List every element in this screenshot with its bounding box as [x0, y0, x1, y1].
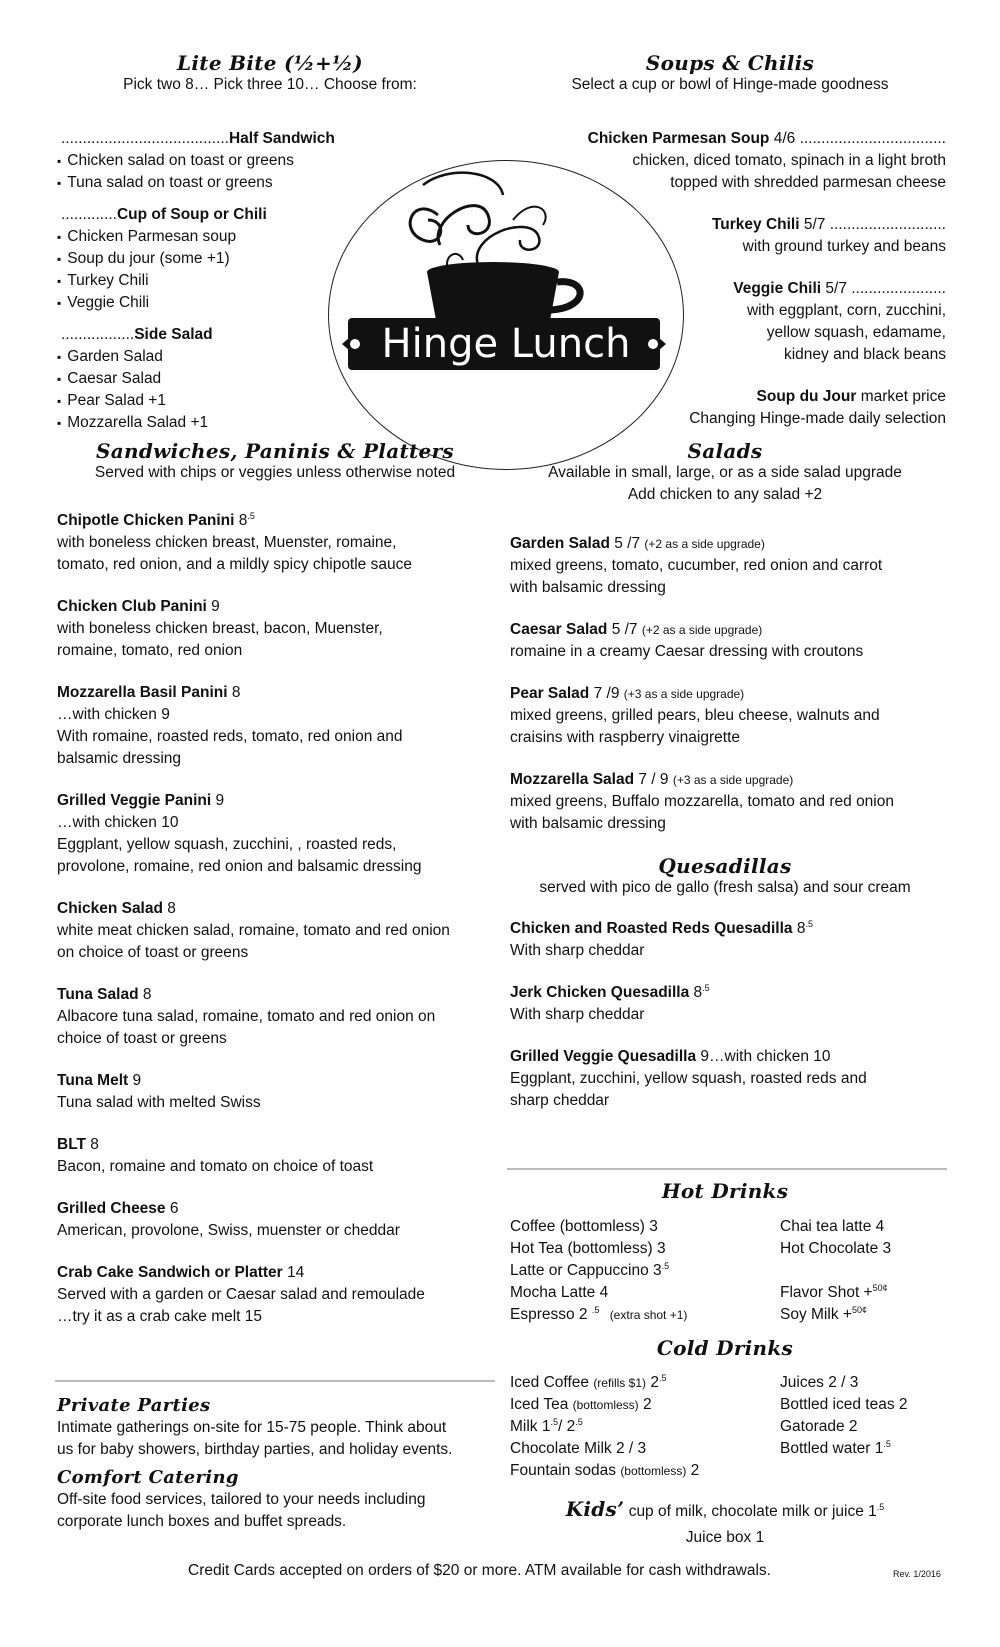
sandwich-item	[57, 984, 497, 1050]
catering-title: Comfort Catering	[57, 1467, 239, 1488]
drink-item	[510, 1394, 780, 1416]
sandwich-desc: With romaine, roasted reds, tomato, red onion and	[57, 728, 403, 745]
drink-sup: .5	[658, 1373, 667, 1383]
drink-price-2: / 2	[558, 1418, 576, 1435]
lite-group-item: ▪ Pear Salad +1	[57, 390, 357, 412]
drink-name: Espresso 2	[510, 1306, 588, 1323]
sandwich-name: Grilled Cheese	[57, 1200, 166, 1217]
salad-name: Pear Salad	[510, 685, 590, 702]
salad-desc: mixed greens, grilled pears, bleu cheese, walnuts and	[510, 707, 880, 724]
drink-sup: 50¢	[851, 1305, 867, 1315]
drink-item	[510, 1282, 780, 1304]
sandwich-item-header	[57, 790, 497, 812]
quesadilla-items	[510, 918, 950, 1132]
drink-sup-2: .5	[575, 1417, 583, 1427]
sandwich-desc: American, provolone, Swiss, muenster or cheddar	[57, 1222, 400, 1239]
drink-name: Hot Tea (bottomless) 3	[510, 1240, 666, 1257]
soup-name: Turkey Chili	[711, 216, 800, 233]
salad-note: (+2 as a side upgrade)	[641, 623, 763, 637]
catering-line-2: corporate lunch boxes and buffet spreads.	[57, 1513, 347, 1530]
lite-group-item: ▪ Caesar Salad	[57, 368, 357, 390]
drink-name: Gatorade 2	[780, 1418, 858, 1435]
sandwich-item-header	[57, 1070, 497, 1092]
quesadillas-subtitle: served with pico de gallo (fresh salsa) and sour cream	[539, 879, 911, 896]
lite-group-header	[57, 324, 357, 346]
sandwich-item	[57, 898, 497, 964]
lite-group-item: ▪ Chicken salad on toast or greens	[57, 150, 357, 172]
private-parties-section	[57, 1395, 507, 1533]
lite-group	[57, 324, 357, 434]
cold-drinks-heading: Cold Drinks	[656, 1336, 794, 1360]
drink-item	[510, 1238, 780, 1260]
quesadilla-item	[510, 1046, 950, 1112]
drink-item	[780, 1416, 960, 1438]
soup-desc: chicken, diced tomato, spinach in a light broth	[632, 152, 946, 169]
lite-group-dots: .............	[61, 206, 117, 223]
private-title: Private Parties	[57, 1395, 211, 1416]
sandwich-item	[57, 1070, 497, 1114]
soup-desc: topped with shredded parmesan cheese	[670, 174, 946, 191]
sandwich-item	[57, 790, 497, 878]
salad-item	[510, 619, 950, 663]
sandwich-desc: Tuna salad with melted Swiss	[57, 1094, 261, 1111]
soup-price: 5/7 ...........................	[803, 216, 946, 233]
salad-note: (+3 as a side upgrade)	[623, 687, 745, 701]
drink-item	[510, 1372, 780, 1394]
drink-name: Hot Chocolate 3	[780, 1240, 892, 1257]
sandwich-item	[57, 510, 497, 576]
quesadilla-item-header	[510, 918, 950, 940]
sandwich-name: Grilled Veggie Panini	[57, 792, 212, 809]
sandwich-item	[57, 596, 497, 662]
salad-note: (+3 as a side upgrade)	[672, 773, 794, 787]
sandwich-price: 8	[231, 684, 241, 701]
salad-item	[510, 683, 950, 749]
quesadilla-name: Jerk Chicken Quesadilla	[510, 984, 690, 1001]
sandwich-item	[57, 1198, 497, 1242]
lite-bite-title: Lite Bite (½+½)	[177, 51, 363, 75]
sandwich-item-header	[57, 510, 497, 532]
salad-price: 7 /9	[593, 685, 620, 702]
kids-line2: Juice box 1	[685, 1529, 765, 1546]
quesadilla-item	[510, 918, 950, 962]
salad-item-header	[510, 769, 950, 791]
drink-name: Fountain sodas	[510, 1462, 616, 1479]
drink-name: Chai tea latte 4	[780, 1218, 885, 1235]
salad-name: Garden Salad	[510, 535, 610, 552]
lite-group	[57, 128, 357, 194]
soups-title: Soups & Chilis	[645, 51, 815, 75]
sandwich-name: Chicken Salad	[57, 900, 163, 917]
quesadilla-item	[510, 982, 950, 1026]
sandwich-item-header	[57, 1134, 497, 1156]
drink-item	[780, 1304, 960, 1326]
drink-note: (extra shot +1)	[609, 1308, 688, 1322]
drink-item	[510, 1460, 780, 1482]
drink-name: Flavor Shot +	[780, 1284, 873, 1301]
quesadilla-desc: sharp cheddar	[510, 1092, 610, 1109]
drink-price: 2	[690, 1462, 700, 1479]
salad-item	[510, 533, 950, 599]
drink-item	[780, 1282, 960, 1304]
cold-drinks-list	[510, 1372, 960, 1482]
drink-sup: .5	[591, 1305, 600, 1315]
sandwich-price: 14	[287, 1264, 305, 1281]
drink-note: (bottomless)	[572, 1398, 639, 1412]
drink-sup: 50¢	[872, 1283, 888, 1293]
drink-name: Juices 2 / 3	[780, 1374, 859, 1391]
drink-name: Chocolate Milk 2 / 3	[510, 1440, 647, 1457]
sandwich-item-header	[57, 596, 497, 618]
drink-item	[780, 1372, 960, 1394]
lite-group-item: ▪ Turkey Chili	[57, 270, 357, 292]
salad-price: 5 /7	[611, 621, 638, 638]
sandwich-desc: choice of toast or greens	[57, 1030, 227, 1047]
divider-drinks	[507, 1168, 947, 1170]
footer-rev: Rev. 1/2016	[893, 1569, 941, 1579]
quesadilla-name: Chicken and Roasted Reds Quesadilla	[510, 920, 793, 937]
salads-subtitle-2: Add chicken to any salad +2	[627, 486, 823, 503]
drink-item	[510, 1304, 780, 1326]
sandwich-desc: Served with a garden or Caesar salad and remoulade	[57, 1286, 425, 1303]
kids-title: Kids’	[565, 1497, 625, 1521]
catering-line-1: Off-site food services, tailored to your needs including	[57, 1491, 426, 1508]
drink-item	[510, 1216, 780, 1238]
sandwich-price: 8	[238, 512, 248, 529]
soup-price: market price	[860, 388, 946, 405]
kids-section	[500, 1498, 950, 1549]
sandwich-item-header	[57, 984, 497, 1006]
sandwich-desc: tomato, red onion, and a mildly spicy chipotle sauce	[57, 556, 412, 573]
private-line-2: us for baby showers, birthday parties, and holiday events.	[57, 1441, 453, 1458]
sandwich-price: 8	[167, 900, 176, 917]
soup-desc: yellow squash, edamame,	[766, 324, 946, 341]
soup-name: Chicken Parmesan Soup	[587, 130, 770, 147]
salad-item-header	[510, 683, 950, 705]
sandwich-desc: …with chicken 9	[57, 706, 170, 723]
sandwich-items	[57, 510, 497, 1348]
quesadilla-price: 8	[693, 984, 703, 1001]
salad-desc: romaine in a creamy Caesar dressing with croutons	[510, 643, 864, 660]
sandwich-item-header	[57, 898, 497, 920]
salad-item-header	[510, 533, 950, 555]
salads-title: Salads	[687, 439, 763, 463]
quesadilla-desc: With sharp cheddar	[510, 1006, 645, 1023]
sandwich-price: 8	[142, 986, 152, 1003]
sandwich-name: Tuna Salad	[57, 986, 139, 1003]
drink-item	[510, 1416, 780, 1438]
salad-items	[510, 533, 950, 855]
sandwich-desc: provolone, romaine, red onion and balsamic dressing	[57, 858, 422, 875]
salads-section	[500, 440, 950, 506]
sandwich-desc: …with chicken 10	[57, 814, 179, 831]
sandwich-desc: …try it as a crab cake melt 15	[57, 1308, 263, 1325]
soup-item-header	[520, 128, 946, 150]
soup-name: Veggie Chili	[733, 280, 822, 297]
sandwiches-subtitle: Served with chips or veggies unless otherwise noted	[94, 464, 456, 481]
soup-desc: with eggplant, corn, zucchini,	[746, 302, 946, 319]
sandwich-item-header	[57, 1262, 497, 1284]
drink-note: (bottomless)	[620, 1464, 687, 1478]
soup-desc: with ground turkey and beans	[742, 238, 946, 255]
sandwich-desc: Albacore tuna salad, romaine, tomato and red onion on	[57, 1008, 436, 1025]
sandwich-item	[57, 682, 497, 770]
soup-price: 5/7 ......................	[825, 280, 946, 297]
sandwich-name: Chipotle Chicken Panini	[57, 512, 235, 529]
drink-item	[780, 1438, 960, 1460]
sandwich-price: 9	[211, 598, 220, 615]
cold-drinks-title	[500, 1337, 950, 1362]
sandwich-name: BLT	[57, 1136, 86, 1153]
footer-text: Credit Cards accepted on orders of $20 or more. ATM available for cash withdrawals.	[188, 1562, 771, 1579]
sandwiches-section	[40, 440, 510, 484]
quesadilla-item-header	[510, 982, 950, 1004]
lite-group-name: Half Sandwich	[228, 130, 335, 147]
sandwich-desc: Eggplant, yellow squash, zucchini, , roasted reds,	[57, 836, 397, 853]
drink-note: (refills $1)	[593, 1376, 646, 1390]
drink-sup: .5	[883, 1439, 891, 1449]
drink-item	[510, 1438, 780, 1460]
private-line-1: Intimate gatherings on-site for 15-75 people. Think about	[57, 1419, 447, 1436]
hot-drinks-title	[500, 1180, 950, 1205]
salad-desc: with balsamic dressing	[510, 579, 666, 596]
drink-name: Iced Coffee	[510, 1374, 589, 1391]
drink-item	[780, 1238, 960, 1260]
sandwich-desc: white meat chicken salad, romaine, tomato and red onion	[57, 922, 450, 939]
drink-name: Iced Tea	[510, 1396, 569, 1413]
lite-group-item: ▪ Soup du jour (some +1)	[57, 248, 357, 270]
hot-drinks-list	[510, 1216, 960, 1326]
drink-item	[780, 1460, 960, 1482]
sandwich-desc: with boneless chicken breast, bacon, Muenster,	[57, 620, 383, 637]
quesadillas-title: Quesadillas	[658, 854, 792, 878]
drink-price: 2	[642, 1396, 652, 1413]
lite-bite-subtitle: Pick two 8… Pick three 10… Choose from:	[123, 76, 417, 93]
drink-name: Bottled iced teas 2	[780, 1396, 908, 1413]
quesadilla-desc: Eggplant, zucchini, yellow squash, roasted reds and	[510, 1070, 867, 1087]
quesadilla-price-sup: .5	[805, 919, 813, 929]
salad-desc: mixed greens, tomato, cucumber, red onion and carrot	[510, 557, 883, 574]
sandwich-desc: balsamic dressing	[57, 750, 182, 767]
sandwich-item-header	[57, 1198, 497, 1220]
lite-group-header	[57, 204, 357, 226]
lite-group-item: ▪ Mozzarella Salad +1	[57, 412, 357, 434]
sandwich-price: 9	[132, 1072, 142, 1089]
sandwich-desc: romaine, tomato, red onion	[57, 642, 243, 659]
lite-group	[57, 204, 357, 314]
lite-group-name: Side Salad	[134, 326, 213, 343]
lite-group-item: ▪ Chicken Parmesan soup	[57, 226, 357, 248]
salads-subtitle-1: Available in small, large, or as a side salad upgrade	[548, 464, 902, 481]
drink-item	[780, 1260, 960, 1282]
sandwich-price: 8	[90, 1136, 99, 1153]
sandwiches-title: Sandwiches, Paninis & Platters	[96, 439, 454, 463]
drink-price: 2	[650, 1374, 659, 1391]
sandwich-desc: Bacon, romaine and tomato on choice of toast	[57, 1158, 374, 1175]
soups-subtitle: Select a cup or bowl of Hinge-made goodness	[571, 76, 889, 93]
quesadillas-section	[500, 855, 950, 899]
sandwich-name: Chicken Club Panini	[57, 598, 207, 615]
sandwich-name: Tuna Melt	[57, 1072, 129, 1089]
lite-group-header	[57, 128, 357, 150]
drink-name: Soy Milk +	[780, 1306, 852, 1323]
lite-group-item: ▪ Tuna salad on toast or greens	[57, 172, 357, 194]
lite-bite-groups	[57, 128, 357, 444]
drink-item	[780, 1216, 960, 1238]
drink-sup: .5	[661, 1261, 670, 1271]
sandwich-price: 9	[215, 792, 225, 809]
drink-sup: .5	[550, 1417, 558, 1427]
kids-sup: .5	[876, 1502, 885, 1512]
quesadilla-item-header	[510, 1046, 950, 1068]
salad-note: (+2 as a side upgrade)	[644, 537, 765, 551]
salad-desc: craisins with raspberry vinaigrette	[510, 729, 741, 746]
drink-name: Bottled water 1	[780, 1440, 884, 1457]
coffee-cup-icon	[328, 160, 684, 470]
lite-group-dots: .................	[61, 326, 135, 343]
salad-desc: mixed greens, Buffalo mozzarella, tomato and red onion	[510, 793, 894, 810]
salad-item	[510, 769, 950, 835]
quesadilla-price-sup: .5	[702, 983, 710, 993]
lite-group-name: Cup of Soup or Chili	[116, 206, 267, 223]
drink-item	[780, 1394, 960, 1416]
salad-name: Caesar Salad	[510, 621, 608, 638]
sandwich-item-header	[57, 682, 497, 704]
quesadilla-price: 9…with chicken 10	[700, 1048, 831, 1065]
lite-bite-section	[60, 52, 480, 96]
kids-text: cup of milk, chocolate milk or juice 1	[628, 1503, 877, 1520]
sandwich-item	[57, 1134, 497, 1178]
sandwich-price-sup: .5	[247, 511, 255, 521]
drink-name: Mocha Latte 4	[510, 1284, 609, 1301]
sandwich-item	[57, 1262, 497, 1328]
quesadilla-name: Grilled Veggie Quesadilla	[510, 1048, 697, 1065]
sandwich-name: Mozzarella Basil Panini	[57, 684, 228, 701]
sandwich-desc: with boneless chicken breast, Muenster, romaine,	[57, 534, 397, 551]
salad-name: Mozzarella Salad	[510, 771, 635, 788]
quesadilla-price: 8	[796, 920, 806, 937]
soup-price: 4/6 ..................................	[773, 130, 946, 147]
salad-price: 7 / 9	[638, 771, 669, 788]
hot-drinks-heading: Hot Drinks	[661, 1179, 789, 1203]
lite-group-item: ▪ Veggie Chili	[57, 292, 357, 314]
lite-group-dots: .......................................	[61, 130, 229, 147]
drink-name: Milk 1	[510, 1418, 551, 1435]
drink-item	[510, 1260, 780, 1282]
lite-group-item: ▪ Garden Salad	[57, 346, 357, 368]
salad-price: 5 /7	[614, 535, 641, 552]
sandwich-desc: on choice of toast or greens	[57, 944, 249, 961]
salad-item-header	[510, 619, 950, 641]
soups-section	[520, 52, 940, 96]
divider-private	[55, 1380, 495, 1382]
drink-name: Coffee (bottomless) 3	[510, 1218, 658, 1235]
quesadilla-desc: With sharp cheddar	[510, 942, 645, 959]
sandwich-price: 6	[169, 1200, 179, 1217]
salad-desc: with balsamic dressing	[510, 815, 666, 832]
logo-text: Hinge Lunch	[381, 321, 631, 367]
soup-desc: kidney and black beans	[783, 346, 946, 363]
soup-name: Soup du Jour	[756, 388, 857, 405]
drink-name: Latte or Cappuccino 3	[510, 1262, 662, 1279]
soup-desc: Changing Hinge-made daily selection	[689, 410, 946, 427]
sandwich-name: Crab Cake Sandwich or Platter	[57, 1264, 283, 1281]
